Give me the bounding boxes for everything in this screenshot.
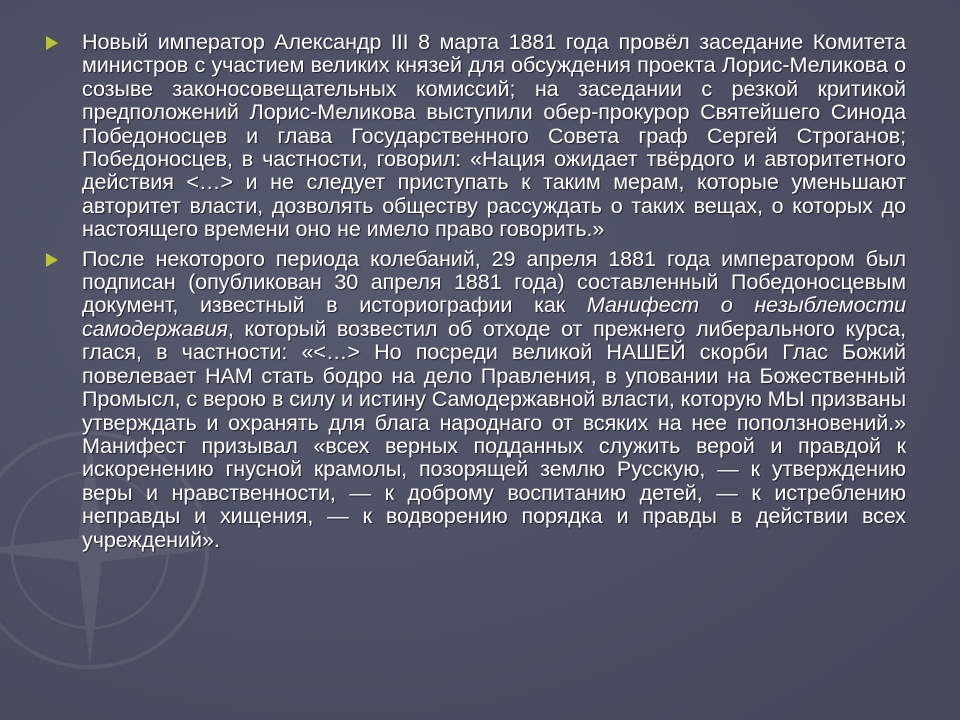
bullet-text-2 <box>82 247 906 551</box>
triangle-bullet-icon <box>46 253 58 267</box>
triangle-bullet-icon <box>46 36 58 50</box>
slide-content <box>46 30 906 557</box>
bullet-text-1: Новый император Александр III 8 марта 1881 года провёл заседание Комитета министров с участием великих князей для обсуждения проекта Лорис-Меликова о созыве законосовещательных комиссий; на заседании с резкой критикой предположений Лорис-Меликова выступили обер-прокурор Святейшего Синода Победоносцев и глава Государственного Совета граф Сергей Строганов; Победоносцев, в частности, говорил: «Нация ожидает твёрдого и авторитетного действия <…> и не следует приступать к таким мерам, которые уменьшают авторитет власти, дозволять обществу рассуждать о таких вещах, о которых до настоящего времени оно не имело право говорить.» <box>82 29 906 242</box>
bullet-text-2-before: После некоторого периода колебаний, 29 апреля 1881 года императором был подписан (опубликован 30 апреля 1881 года) составленный Победоносцевым документ, известный в историографии как <box>82 245 906 318</box>
manifest-title: Манифест о незыблемости самодержавия <box>82 292 906 341</box>
bullet-text-2-after: , который возвестил об отходе от прежнего либерального курса, глася, в частности: «<…> Но посреди великой НАШЕЙ скорби Глас Божий повелевает НАМ стать бодро на дело Правления, в уповании на Божественный Промысл, с верою в силу и истину Самодержавной власти, которую МЫ призваны утверждать и охранять для блага народнаго от всяких на нее поползновений.» Манифест призывал «всех верных подданных служить верой и правдой к искоренению гнусной крамолы, позорящей землю Русскую, — к утверждению веры и нравственности, — к доброму воспитанию детей, — к истреблению неправды и хищения, — к водворению порядка и правды в действии всех учреждений». <box>82 315 906 552</box>
bullet-item-1 <box>46 30 906 241</box>
bullet-item-2 <box>46 247 906 551</box>
